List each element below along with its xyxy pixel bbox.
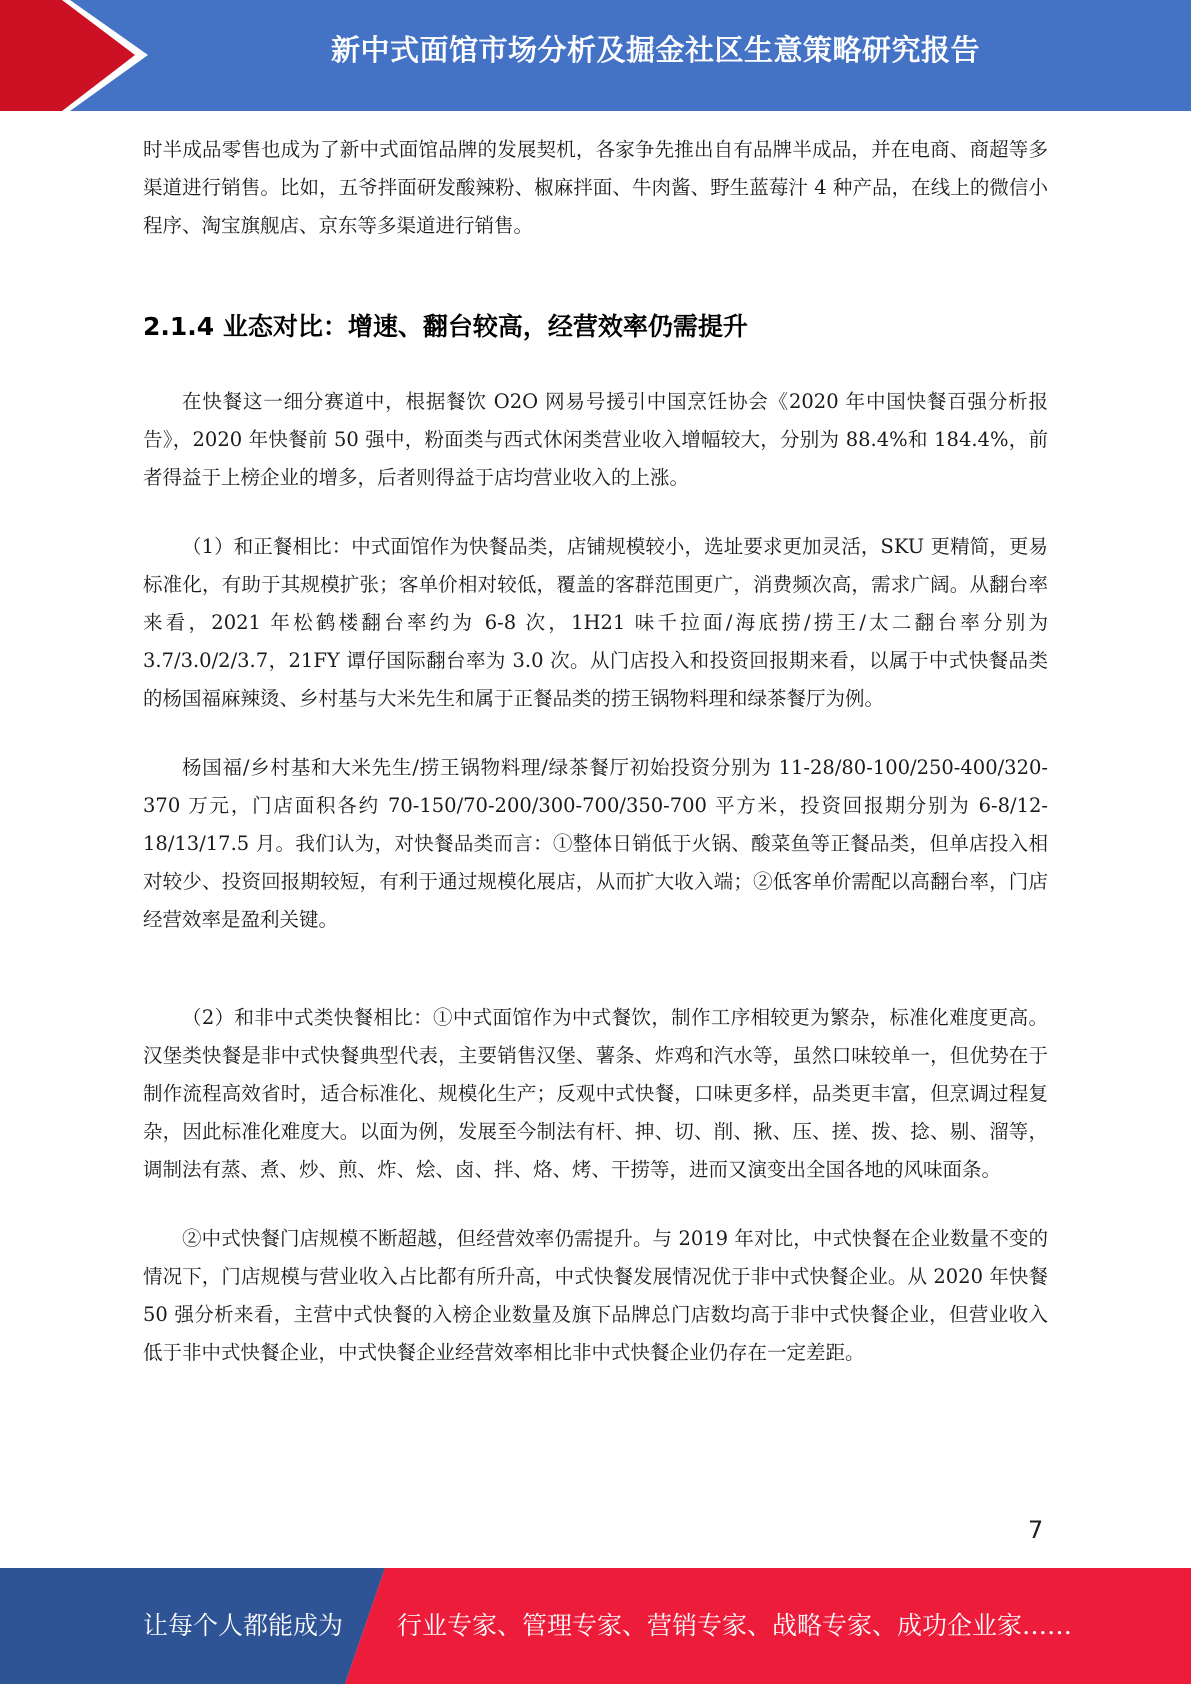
page-footer [0, 1568, 1191, 1684]
page-number: 7 [1028, 1516, 1044, 1544]
paragraph-vs-formal-dining: （1）和正餐相比：中式面馆作为快餐品类，店铺规模较小，选址要求更加灵活，SKU 更精简，更易标准化，有助于其规模扩张；客单价相对较低，覆盖的客群范围更广，消费频次高，需求广阔。从翻台率来看，2021 年松鹤楼翻台率约为 6-8 次，1H21 味千拉面/海底捞/捞王/太二翻台率分别为 3.7/3.0/2/3.7，21FY 谭仔国际翻台率为 3.0 次。从门店投入和投资回报期来看，以属于中式快餐品类的杨国福麻辣烫、乡村基与大米先生和属于正餐品类的捞王锅物料理和绿茶餐厅为例。 [143, 535, 1048, 710]
footer-slogan-left: 让每个人都能成为 [143, 1611, 344, 1640]
page-header [0, 0, 1191, 111]
footer-slogan-right: 行业专家、管理专家、营销专家、战略专家、成功企业家…… [397, 1611, 1073, 1640]
paragraph-vs-western-fastfood: （2）和非中式类快餐相比：①中式面馆作为中式餐饮，制作工序相较更为繁杂，标准化难度更高。汉堡类快餐是非中式快餐典型代表，主要销售汉堡、薯条、炸鸡和汽水等，虽然口味较单一，但优势在于制作流程高效省时，适合标准化、规模化生产；反观中式快餐，口味更多样，品类更丰富，但烹调过程复杂，因此标准化难度大。以面为例，发展至今制法有杆、抻、切、削、揪、压、搓、拨、捻、剔、溜等，调制法有蒸、煮、炒、煎、炸、烩、卤、拌、烙、烤、干捞等，进而又演变出全国各地的风味面条。 [143, 1006, 1048, 1181]
paragraph-investment: 杨国福/乡村基和大米先生/捞王锅物料理/绿茶餐厅初始投资分别为 11-28/80-100/250-400/320-370 万元，门店面积各约 70-150/70-200/300-700/350-700 平方米，投资回报期分别为 6-8/12-18/13/17.5 月。我们认为，对快餐品类而言：①整体日销低于火锅、酸菜鱼等正餐品类，但单店投入相对较少、投资回报期较短，有利于通过规模化展店，从而扩大收入端；②低客单价需配以高翻台率，门店经营效率是盈利关键。 [143, 756, 1048, 931]
paragraph-fastfood-growth: 在快餐这一细分赛道中，根据餐饮 O2O 网易号援引中国烹饪协会《2020 年中国快餐百强分析报告》，2020 年快餐前 50 强中，粉面类与西式休闲类营业收入增幅较大，分别为 88.4%和 184.4%，前者得益于上榜企业的增多，后者则得益于店均营业收入的上涨。 [143, 390, 1048, 489]
section-heading: 2.1.4 业态对比：增速、翻台较高，经营效率仍需提升 [143, 312, 748, 341]
report-title: 新中式面馆市场分析及掘金社区生意策略研究报告 [330, 33, 980, 67]
header-arrow-icon [0, 0, 160, 111]
paragraph-store-scale: ②中式快餐门店规模不断超越，但经营效率仍需提升。与 2019 年对比，中式快餐在企业数量不变的情况下，门店规模与营业收入占比都有所升高，中式快餐发展情况优于非中式快餐企业。从 2020 年快餐 50 强分析来看，主营中式快餐的入榜企业数量及旗下品牌总门店数均高于非中式快餐企业，但营业收入低于非中式快餐企业，中式快餐企业经营效率相比非中式快餐企业仍存在一定差距。 [143, 1227, 1048, 1364]
page-body [143, 131, 1048, 1372]
paragraph-intro: 时半成品零售也成为了新中式面馆品牌的发展契机，各家争先推出自有品牌半成品，并在电商、商超等多渠道进行销售。比如，五爷拌面研发酸辣粉、椒麻拌面、牛肉酱、野生蓝莓汁 4 种产品，在线上的微信小程序、淘宝旗舰店、京东等多渠道进行销售。 [143, 138, 1048, 237]
